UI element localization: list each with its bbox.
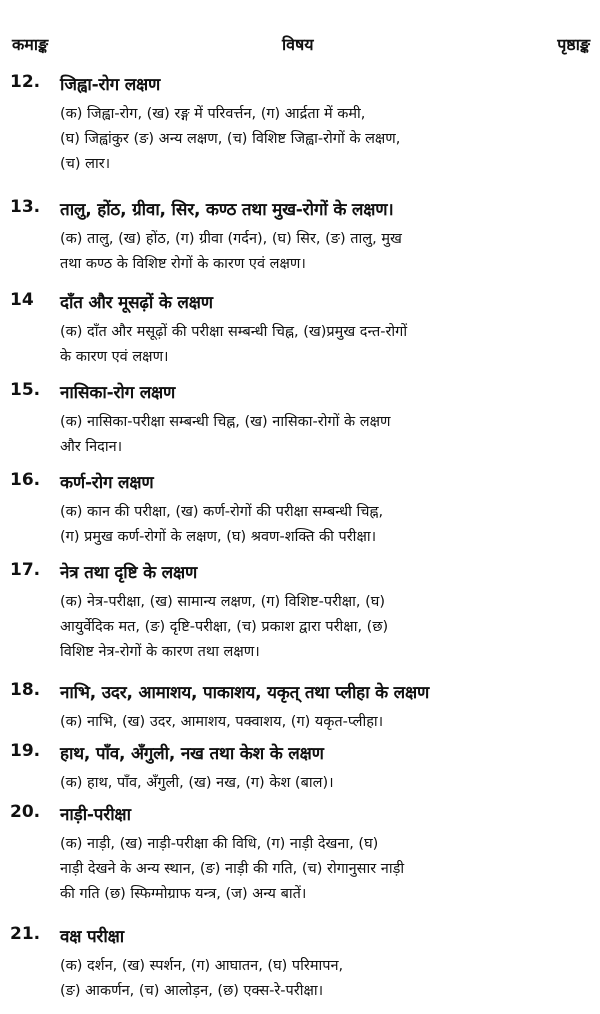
description-line: (क) हाथ, पाँव, अँगुली, (ख) नख, (ग) केश (बाल)।	[60, 775, 334, 791]
entry-number: 13.	[10, 197, 41, 217]
entry-heading	[10, 924, 595, 950]
entry-number: 14	[10, 290, 34, 310]
description-line: (क) नाभि, (ख) उदर, आमाशय, पक्वाशय, (ग) यकृत-प्लीहा।	[60, 714, 384, 730]
entry-title: कर्ण-रोग लक्षण	[60, 473, 154, 493]
table-header	[12, 33, 590, 59]
description-line: (च) लार।	[60, 156, 111, 172]
entry-number: 21.	[10, 924, 41, 944]
description-line: आयुर्वेदिक मत, (ङ) दृष्टि-परीक्षा, (च) प्रकाश द्वारा परीक्षा, (छ)	[60, 619, 389, 635]
entry-description	[60, 500, 595, 550]
entry-number: 17.	[10, 560, 41, 580]
toc-entry-16	[10, 470, 595, 550]
toc-entry-13	[10, 197, 595, 277]
entry-heading	[10, 380, 595, 406]
entry-title: नाभि, उदर, आमाशय, पाकाशय, यकृत् तथा प्लीहा के लक्षण	[60, 683, 430, 703]
entry-description	[60, 832, 595, 907]
toc-entry-15	[10, 380, 595, 460]
description-line: (क) नाड़ी, (ख) नाड़ी-परीक्षा की विधि, (ग) नाड़ी देखना, (घ)	[60, 836, 379, 852]
toc-entry-21	[10, 924, 595, 1004]
description-line: (क) नेत्र-परीक्षा, (ख) सामान्य लक्षण, (ग) विशिष्ट-परीक्षा, (घ)	[60, 594, 386, 610]
entry-description	[60, 102, 595, 177]
entry-number: 16.	[10, 470, 41, 490]
entry-number: 20.	[10, 802, 41, 822]
description-line: (क) दाँत और मसूढ़ों की परीक्षा सम्बन्धी चिह्न, (ख)प्रमुख दन्त-रोगों	[60, 324, 408, 340]
entry-title: दाँत और मूसढ़ों के लक्षण	[60, 293, 213, 313]
entry-heading	[10, 680, 595, 706]
toc-entry-18	[10, 680, 595, 735]
toc-entry-19	[10, 741, 595, 796]
entry-title: नाड़ी-परीक्षा	[60, 805, 131, 825]
serial-column-header: कमाङ्क	[12, 35, 49, 54]
entry-heading	[10, 290, 595, 316]
entry-title: नेत्र तथा दृष्टि के लक्षण	[60, 563, 198, 583]
entry-number: 18.	[10, 680, 41, 700]
entry-heading	[10, 560, 595, 586]
entry-heading	[10, 741, 595, 767]
subject-column-header: विषय	[282, 35, 314, 54]
description-line: (क) जिह्वा-रोग, (ख) रङ्ग में परिवर्त्तन, (ग) आर्द्रता में कमी,	[60, 106, 366, 122]
entry-description	[60, 227, 595, 277]
description-line: और निदान।	[60, 439, 123, 455]
entry-heading	[10, 802, 595, 828]
entry-description	[60, 710, 595, 735]
description-line: (क) कान की परीक्षा, (ख) कर्ण-रोगों की परीक्षा सम्बन्धी चिह्न,	[60, 504, 384, 520]
entry-number: 15.	[10, 380, 41, 400]
description-line: (क) दर्शन, (ख) स्पर्शन, (ग) आघातन, (घ) परिमापन,	[60, 958, 344, 974]
entry-description	[60, 320, 595, 370]
description-line: (घ) जिह्वांकुर (ङ) अन्य लक्षण, (च) विशिष्ट जिह्वा-रोगों के लक्षण,	[60, 131, 401, 147]
description-line: तथा कण्ठ के विशिष्ट रोगों के कारण एवं लक्षण।	[60, 256, 306, 272]
entry-title: वक्ष परीक्षा	[60, 927, 124, 947]
entry-description	[60, 410, 595, 460]
entry-description	[60, 590, 595, 665]
entry-heading	[10, 72, 595, 98]
toc-entry-12	[10, 72, 595, 177]
entry-heading	[10, 197, 595, 223]
entry-heading	[10, 470, 595, 496]
entry-title: हाथ, पाँव, अँगुली, नख तथा केश के लक्षण	[60, 744, 324, 764]
entry-description	[60, 771, 595, 796]
entry-number: 12.	[10, 72, 41, 92]
page-column-header: पृष्ठाङ्क	[557, 35, 590, 54]
toc-entry-17	[10, 560, 595, 665]
entry-title: जिह्वा-रोग लक्षण	[60, 75, 161, 95]
entry-description	[60, 954, 595, 1004]
description-line: (ङ) आकर्णन, (च) आलोड़न, (छ) एक्स-रे-परीक्षा।	[60, 983, 324, 999]
description-line: नाड़ी देखने के अन्य स्थान, (ङ) नाड़ी की गति, (च) रोगानुसार नाड़ी	[60, 861, 405, 877]
description-line: (क) नासिका-परीक्षा सम्बन्धी चिह्न, (ख) नासिका-रोगों के लक्षण	[60, 414, 391, 430]
description-line: (क) तालु, (ख) होंठ, (ग) ग्रीवा (गर्दन), (घ) सिर, (ङ) तालु, मुख	[60, 231, 402, 247]
toc-entry-14	[10, 290, 595, 370]
description-line: (ग) प्रमुख कर्ण-रोगों के लक्षण, (घ) श्रवण-शक्ति की परीक्षा।	[60, 529, 377, 545]
description-line: विशिष्ट नेत्र-रोगों के कारण तथा लक्षण।	[60, 644, 260, 660]
entry-number: 19.	[10, 741, 41, 761]
entry-title: नासिका-रोग लक्षण	[60, 383, 176, 403]
description-line: की गति (छ) स्फिग्मोग्राफ यन्त्र, (ज) अन्य बातें।	[60, 886, 307, 902]
toc-entry-20	[10, 802, 595, 907]
entry-title: तालु, होंठ, ग्रीवा, सिर, कण्ठ तथा मुख-रोगों के लक्षण।	[60, 200, 394, 220]
description-line: के कारण एवं लक्षण।	[60, 349, 169, 365]
